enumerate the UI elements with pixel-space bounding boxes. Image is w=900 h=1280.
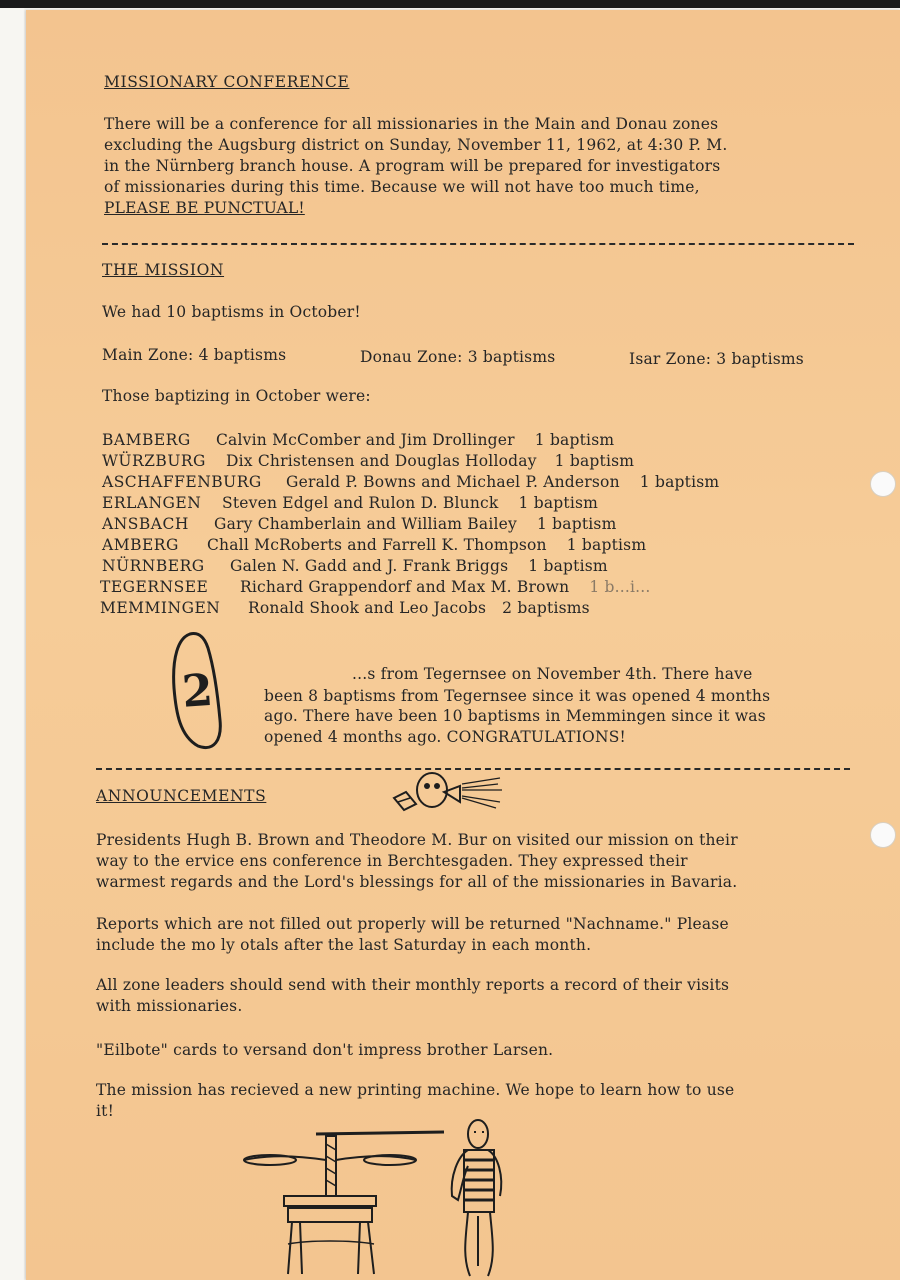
printing-press-drawing	[240, 1124, 450, 1280]
announcement-visit: way to the ervice ens conference in Berchtesgaden. They expressed their	[96, 852, 688, 870]
announcements-heading: ANNOUNCEMENTS	[96, 787, 267, 805]
baptizer-row: WÜRZBURG Dix Christensen and Douglas Holloday 1 baptism	[102, 452, 635, 470]
zone-donau: Donau Zone: 3 baptisms	[360, 348, 556, 366]
announcement-printing: it!	[96, 1102, 115, 1120]
announcement-zone-leaders: with missionaries.	[96, 997, 243, 1015]
baptizer-row: ERLANGEN Steven Edgel and Rulon D. Blunck 1 baptism	[102, 494, 599, 512]
punch-hole	[870, 822, 896, 848]
baptizer-row: AMBERG Chall McRoberts and Farrell K. Thompson 1 baptism	[102, 536, 647, 554]
baptizer-row: BAMBERG Calvin McComber and Jim Drollinger 1 baptism	[102, 431, 615, 449]
baptism-total: We had 10 baptisms in October!	[102, 303, 361, 321]
conference-line: There will be a conference for all missionaries in the Main and Donau zones	[104, 115, 719, 133]
conference-heading: MISSIONARY CONFERENCE	[104, 73, 350, 91]
badge-number: 2	[180, 664, 215, 718]
baptizer-row: ASCHAFFENBURG Gerald P. Bowns and Michael P. Anderson 1 baptism	[102, 473, 720, 491]
announcement-reports: Reports which are not filled out properly will be returned "Nachname." Please	[96, 915, 729, 933]
scan-margin	[0, 8, 24, 1280]
baptizer-row: ANSBACH Gary Chamberlain and William Bailey 1 baptism	[102, 515, 617, 533]
top-edge	[0, 0, 900, 8]
hand-drawn-number-badge	[168, 628, 228, 753]
conference-line: of missionaries during this time. Because we will not have too much time,	[104, 178, 700, 196]
announcement-visit: warmest regards and the Lord's blessings for all of the missionaries in Bavaria.	[96, 873, 738, 891]
zone-main: Main Zone: 4 baptisms	[102, 346, 287, 364]
announcement-visit: Presidents Hugh B. Brown and Theodore M. Bur on visited our mission on their	[96, 831, 738, 849]
announcement-zone-leaders: All zone leaders should send with their monthly reports a record of their visits	[96, 976, 730, 994]
conference-line: in the Nürnberg branch house. A program will be prepared for investigators	[104, 157, 721, 175]
baptizer-row: MEMMINGEN Ronald Shook and Leo Jacobs 2 baptisms	[100, 599, 590, 617]
tegernsee-paragraph: opened 4 months ago. CONGRATULATIONS!	[264, 728, 626, 746]
tegernsee-paragraph: ago. There have been 10 baptisms in Memmingen since it was	[264, 707, 766, 725]
punch-hole	[870, 471, 896, 497]
cartoon-trumpeter	[390, 768, 506, 818]
section-divider	[102, 243, 854, 245]
baptizers-intro: Those baptizing in October were:	[102, 387, 371, 405]
announcement-reports: include the mo ly otals after the last Saturday in each month.	[96, 936, 592, 954]
conference-line: excluding the Augsburg district on Sunday, November 11, 1962, at 4:30 P. M.	[104, 136, 728, 154]
cartoon-figure-drawing	[440, 1116, 510, 1280]
tegernsee-paragraph: been 8 baptisms from Tegernsee since it was opened 4 months	[264, 687, 771, 705]
announcement-eilbote: "Eilbote" cards to versand don't impress brother Larsen.	[96, 1041, 554, 1059]
baptizer-row: NÜRNBERG Galen N. Gadd and J. Frank Briggs 1 baptism	[102, 557, 608, 575]
tegernsee-paragraph: ...s from Tegernsee on November 4th. There have	[352, 665, 753, 683]
baptizer-row: TEGERNSEE Richard Grappendorf and Max M. Brown 1 b...i...	[100, 578, 651, 596]
zone-isar: Isar Zone: 3 baptisms	[629, 350, 804, 368]
punctual-note: PLEASE BE PUNCTUAL!	[104, 199, 305, 217]
announcement-printing: The mission has recieved a new printing machine. We hope to learn how to use	[96, 1081, 735, 1099]
mission-heading: THE MISSION	[102, 261, 225, 279]
